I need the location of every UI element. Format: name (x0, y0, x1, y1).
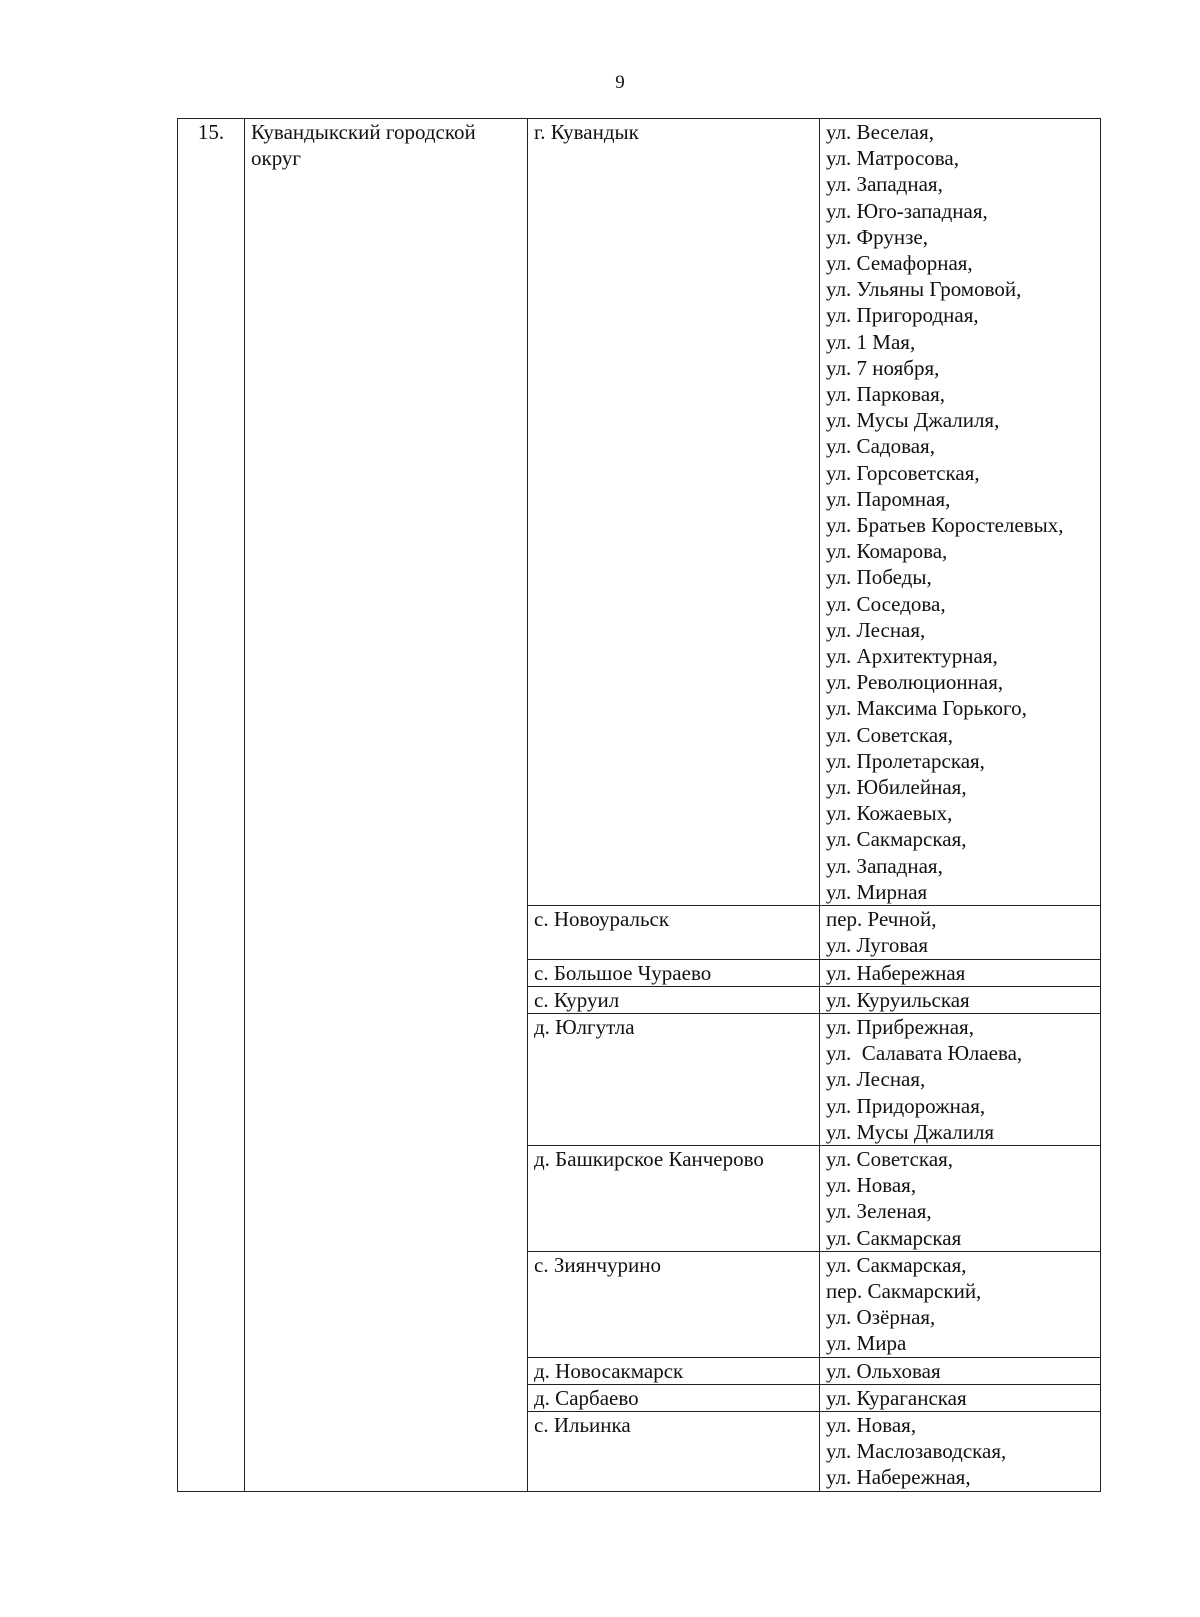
settlement-name: с. Большое Чураево (534, 960, 712, 985)
street-name: ул. Веселая, (826, 120, 935, 144)
settlement-name: д. Башкирское Канчерово (534, 1146, 764, 1171)
street-name: ул. Революционная, (826, 670, 1004, 695)
street-name: ул. Юго-западная, (826, 198, 988, 223)
streets-cell (820, 986, 1101, 1013)
district-line: Кувандыкский городской (251, 120, 476, 144)
street-name: ул. Кураганская (826, 1385, 967, 1410)
streets-cell (820, 1411, 1101, 1491)
street-name: ул. Советская, (826, 1146, 954, 1171)
settlement-name: с. Новоуральск (534, 907, 670, 932)
settlement-cell (528, 1384, 820, 1411)
street-name: ул. Озёрная, (826, 1305, 936, 1330)
settlement-cell (528, 1411, 820, 1491)
street-name: ул. Братьев Коростелевых, (826, 513, 1064, 538)
street-name: ул. Фрунзе, (826, 224, 928, 249)
street-name: ул. Салавата Юлаева, (826, 1041, 1023, 1066)
settlement-cell (528, 1013, 820, 1145)
settlement-cell (528, 1145, 820, 1251)
street-name: ул. Западная, (826, 853, 943, 878)
settlement-cell (528, 1251, 820, 1357)
district-cell (245, 119, 528, 1492)
street-name: ул. Куруильская (826, 987, 970, 1012)
streets-cell (820, 906, 1101, 959)
streets-cell (820, 1251, 1101, 1357)
street-name: ул. Прибрежная, (826, 1014, 974, 1039)
streets-cell (820, 119, 1101, 906)
settlements-table (177, 118, 1101, 1492)
settlement-cell (528, 119, 820, 906)
settlement-cell (528, 986, 820, 1013)
street-name: ул. Горсоветская, (826, 460, 980, 485)
street-name: ул. Мусы Джалиля, (826, 408, 1000, 433)
street-name: ул. Ульяны Громовой, (826, 277, 1022, 302)
street-name: ул. Парковая, (826, 382, 946, 407)
settlement-cell (528, 1357, 820, 1384)
streets-cell (820, 959, 1101, 986)
street-name: ул. Юбилейная, (826, 775, 967, 800)
table-body (178, 119, 1101, 1492)
district-line: округ (251, 146, 302, 171)
street-name: ул. Пригородная, (826, 303, 979, 328)
street-name: ул. Паромная, (826, 486, 951, 511)
settlement-name: г. Кувандык (534, 120, 639, 144)
row-number-cell: 15. (178, 119, 245, 1492)
street-name: ул. Советская, (826, 722, 954, 747)
streets-cell (820, 1384, 1101, 1411)
street-name: ул. Набережная (826, 960, 966, 985)
street-name: ул. Мирная (826, 879, 928, 904)
street-name: ул. Ольховая (826, 1358, 941, 1383)
settlement-name: д. Сарбаево (534, 1385, 639, 1410)
street-name: ул. Победы, (826, 565, 932, 590)
settlement-cell (528, 959, 820, 986)
street-name: ул. Придорожная, (826, 1093, 986, 1118)
table-row (178, 119, 1101, 906)
streets-cell (820, 1013, 1101, 1145)
street-name: ул. Мусы Джалиля (826, 1119, 995, 1144)
street-name: ул. Комарова, (826, 539, 948, 564)
street-name: ул. Сакмарская, (826, 827, 967, 852)
street-name: ул. Луговая (826, 933, 928, 958)
street-name: ул. Западная, (826, 172, 943, 197)
street-name: ул. Зеленая, (826, 1199, 932, 1224)
street-name: ул. Лесная, (826, 1067, 926, 1092)
page-number: 9 (615, 72, 625, 93)
street-name: пер. Речной, (826, 907, 937, 932)
street-name: ул. Маслозаводская, (826, 1439, 1007, 1464)
street-name: ул. Садовая, (826, 434, 935, 459)
street-name: ул. 1 Мая, (826, 329, 916, 354)
street-name: ул. Набережная, (826, 1465, 971, 1490)
street-name: ул. Соседова, (826, 591, 946, 616)
settlement-name: с. Зиянчурино (534, 1252, 662, 1277)
settlement-cell (528, 906, 820, 959)
street-name: ул. Новая, (826, 1412, 917, 1437)
streets-cell (820, 1357, 1101, 1384)
street-name: ул. Новая, (826, 1173, 917, 1198)
street-name: ул. Архитектурная, (826, 644, 998, 669)
street-name: ул. Пролетарская, (826, 748, 985, 773)
settlement-name: с. Куруил (534, 987, 620, 1012)
street-name: ул. Мира (826, 1331, 907, 1356)
street-name: ул. Семафорная, (826, 251, 973, 276)
street-name: ул. Лесная, (826, 617, 926, 642)
street-name: ул. Сакмарская (826, 1225, 962, 1250)
street-name: ул. Сакмарская, (826, 1252, 967, 1277)
street-name: ул. Матросова, (826, 146, 959, 171)
settlement-name: с. Ильинка (534, 1412, 631, 1437)
streets-cell (820, 1145, 1101, 1251)
settlement-name: д. Новосакмарск (534, 1358, 684, 1383)
street-name: пер. Сакмарский, (826, 1278, 982, 1303)
street-name: ул. Максима Горького, (826, 696, 1027, 721)
street-name: ул. Кожаевых, (826, 801, 953, 826)
street-name: ул. 7 ноября, (826, 355, 940, 380)
settlement-name: д. Юлгутла (534, 1014, 635, 1039)
